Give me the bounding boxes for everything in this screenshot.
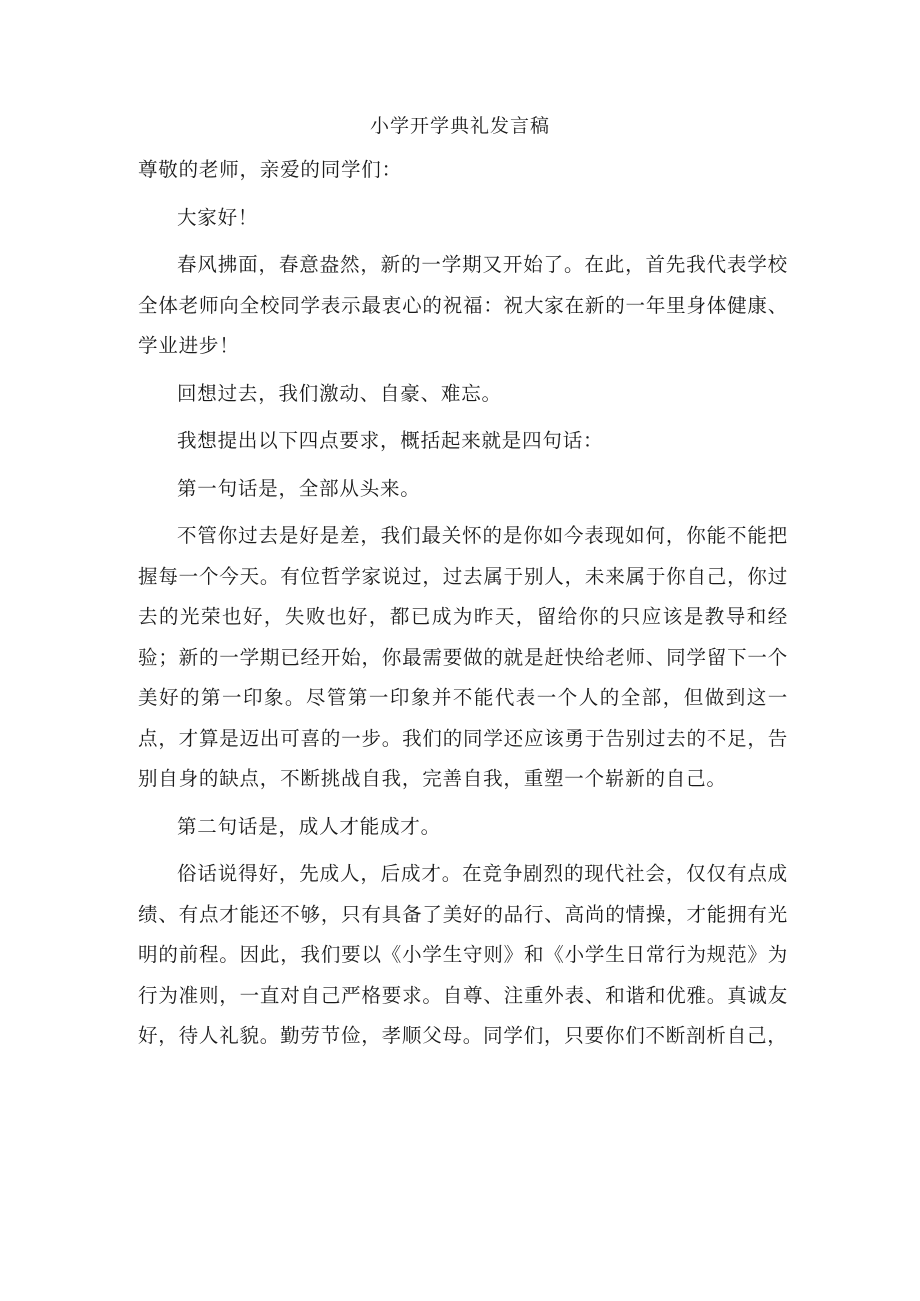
paragraph: 俗话说得好，先成人，后成才。在竞争剧烈的现代社会，仅仅有点成绩、有点才能还不够，只有具备了美好的品行、高尚的情操，才能拥有光明的前程。因此，我们要以《小学生守则》和《小学生日常行为规范》为行为准则，一直对自己严格要求。自尊、注重外表、和谐和优雅。真诚友好，待人礼貌。勤劳节俭，孝顺父母。同学们，只要你们不断剖析自己，	[138, 862, 788, 1047]
paragraph: 春风拂面，春意盎然，新的一学期又开始了。在此，首先我代表学校全体老师向全校同学表示最衷心的祝福：祝大家在新的一年里身体健康、学业进步！	[138, 253, 788, 357]
salutation: 尊敬的老师，亲爱的同学们：	[138, 158, 402, 181]
paragraph: 大家好！	[177, 205, 259, 229]
paragraph: 第二句话是，成人才能成才。	[177, 814, 441, 838]
document-title: 小学开学典礼发言稿	[369, 115, 550, 137]
paragraph: 不管你过去是好是差，我们最关怀的是你如今表现如何，你能不能把握每一个今天。有位哲学家说过，过去属于别人，未来属于你自己，你过去的光荣也好，失败也好，都已成为昨天，留给你的只应该是教导和经验；新的一学期已经开始，你最需要做的就是赶快给老师、同学留下一个美好的第一印象。尽管第一印象并不能代表一个人的全部，但做到这一点，才算是迈出可喜的一步。我们的同学还应该勇于告别过去的不足，告别自身的缺点，不断挑战自我，完善自我，重塑一个崭新的自己。	[138, 524, 788, 790]
paragraph: 回想过去，我们激动、自豪、难忘。	[177, 381, 502, 405]
document-body	[138, 150, 788, 1064]
paragraph: 第一句话是，全部从头来。	[177, 476, 421, 500]
paragraph: 我想提出以下四点要求，概括起来就是四句话：	[177, 429, 604, 452]
